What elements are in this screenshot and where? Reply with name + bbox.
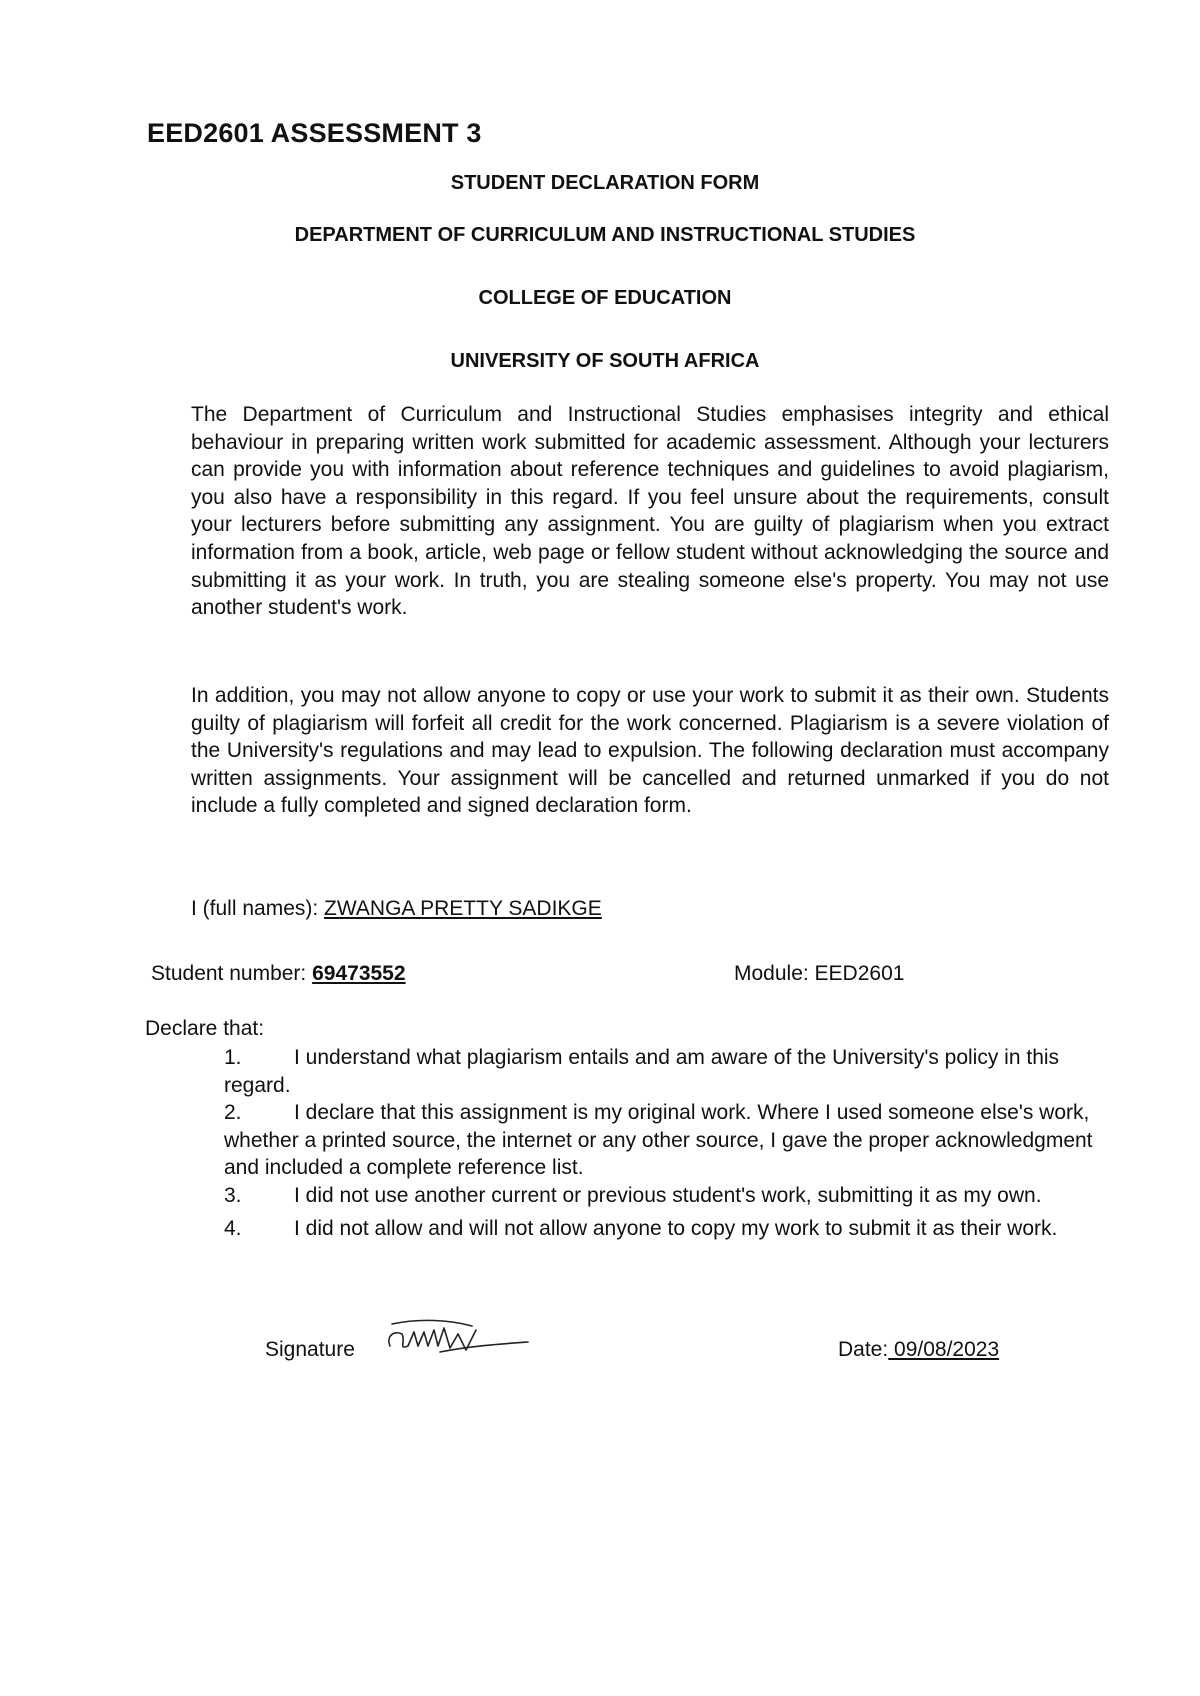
declaration-number: 1. bbox=[224, 1046, 242, 1069]
declaration-item bbox=[224, 1044, 1108, 1099]
handwritten-signature-icon bbox=[380, 1316, 530, 1360]
student-number-value: 69473552 bbox=[312, 962, 406, 985]
declaration-item bbox=[224, 1099, 1108, 1182]
full-names-field bbox=[191, 897, 602, 921]
declaration-text: I understand what plagiarism entails and am aware of the University's policy in this regard. bbox=[224, 1046, 1060, 1097]
declaration-number: 4. bbox=[224, 1216, 242, 1240]
department-title: DEPARTMENT OF CURRICULUM AND INSTRUCTIONAL STUDIES bbox=[294, 224, 916, 246]
declaration-number: 2. bbox=[224, 1101, 242, 1125]
assessment-heading: EED2601 ASSESSMENT 3 bbox=[147, 118, 482, 148]
signature-label: Signature bbox=[265, 1338, 355, 1361]
college-title: COLLEGE OF EDUCATION bbox=[478, 287, 732, 309]
student-number-field bbox=[151, 962, 406, 986]
declaration-item bbox=[224, 1210, 1108, 1248]
student-number-label: Student number: bbox=[151, 962, 313, 985]
date-label: Date: bbox=[838, 1338, 889, 1361]
module-label: Module: bbox=[734, 962, 815, 985]
declaration-text: I declare that this assignment is my original work. Where I used someone else's work, whether a printed source, the internet or any other source, I gave the proper acknowledgment and included a complete reference list. bbox=[224, 1101, 1093, 1180]
full-names-value: ZWANGA PRETTY SADIKGE bbox=[324, 897, 602, 920]
plagiarism-paragraph: In addition, you may not allow anyone to copy or use your work to submit it as their own. Students guilty of plagiarism will forfeit all credit for the work concerned. Plagiarism is a severe violation of the University's regulations and may lead to expulsion. The following declaration must accompany written assignments. Your assignment will be cancelled and returned unmarked if you do not include a fully completed and signed declaration form. bbox=[191, 684, 1109, 818]
full-names-label: I (full names): bbox=[191, 897, 325, 920]
module-field bbox=[734, 962, 904, 986]
declaration-list bbox=[224, 1044, 1108, 1248]
declaration-number: 3. bbox=[224, 1183, 242, 1207]
date-value: 09/08/2023 bbox=[888, 1338, 1000, 1361]
form-title: STUDENT DECLARATION FORM bbox=[450, 172, 760, 194]
declare-that-label: Declare that: bbox=[145, 1017, 265, 1040]
declaration-item bbox=[224, 1182, 1108, 1210]
declaration-text: I did not allow and will not allow anyone to copy my work to submit it as their work. bbox=[294, 1216, 1058, 1240]
date-field bbox=[838, 1338, 999, 1362]
module-value: EED2601 bbox=[814, 962, 905, 985]
intro-paragraph: The Department of Curriculum and Instructional Studies emphasises integrity and ethical behaviour in preparing written work submitted for academic assessment. Although your lecturers can provide you with information about reference techniques and guidelines to avoid plagiarism, you also have a responsibility in this regard. If you feel unsure about the requirements, consult your lecturers before submitting any assignment. You are guilty of plagiarism when you extract information from a book, article, web page or fellow student without acknowledging the source and submitting it as your work. In truth, you are stealing someone else's property. You may not use another student's work. bbox=[191, 403, 1109, 620]
declaration-text: I did not use another current or previous student's work, submitting it as my own. bbox=[294, 1183, 1042, 1207]
university-title: UNIVERSITY OF SOUTH AFRICA bbox=[450, 350, 760, 372]
